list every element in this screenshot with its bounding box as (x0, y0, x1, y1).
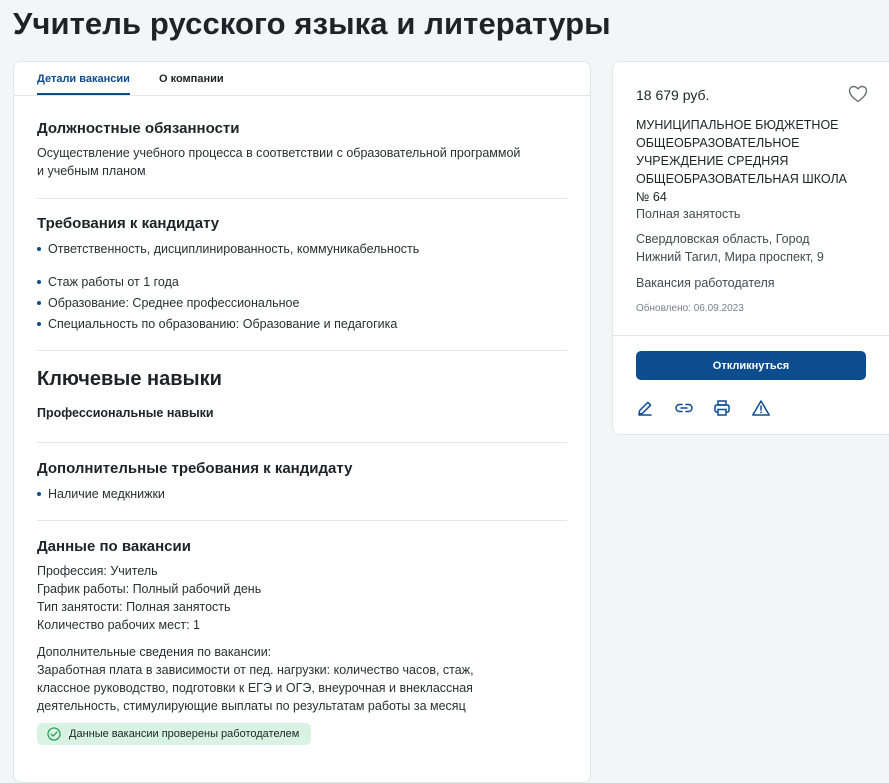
link-icon[interactable] (674, 399, 694, 422)
print-icon[interactable] (713, 399, 731, 422)
employment-type: Полная занятость (636, 207, 741, 221)
divider (613, 335, 889, 336)
employer-name[interactable] (636, 116, 876, 206)
requirements-section (37, 215, 567, 333)
employer-name-line: МУНИЦИПАЛЬНОЕ БЮДЖЕТНОЕ (636, 118, 839, 132)
updated-date: Обновлено: 06.09.2023 (636, 303, 744, 314)
divider (37, 198, 567, 199)
apply-button[interactable]: Откликнуться (636, 351, 866, 380)
extra-requirements-heading: Дополнительные требования к кандидату (37, 460, 353, 477)
favorite-heart-icon[interactable] (848, 85, 868, 108)
list-item: Ответственность, дисциплинированность, коммуникабельность (37, 240, 567, 258)
divider (37, 442, 567, 443)
extra-requirements-list (37, 485, 567, 503)
list-item: Стаж работы от 1 года (37, 273, 567, 291)
tab-company[interactable]: О компании (159, 73, 224, 85)
employer-name-line: № 64 (636, 190, 667, 204)
employment-type-field: Тип занятости: Полная занятость (37, 600, 231, 614)
duties-heading: Должностные обязанности (37, 120, 240, 137)
edit-icon[interactable] (636, 399, 654, 422)
vacancy-data-heading: Данные по вакансии (37, 538, 191, 555)
employer-name-line: ОБЩЕОБРАЗОВАТЕЛЬНАЯ ШКОЛА (636, 172, 847, 186)
skills-section (37, 368, 567, 420)
additional-info-line-1: Заработная плата в зависимости от пед. нагрузки: количество часов, стаж, (37, 663, 474, 677)
duties-text-line-2: и учебным планом (37, 164, 146, 178)
requirements-list (37, 240, 567, 333)
skills-subheading: Профессиональные навыки (37, 406, 214, 420)
additional-info (37, 643, 567, 715)
verified-badge (37, 723, 311, 745)
vacancy-data-section (37, 538, 567, 746)
employer-name-line: УЧРЕЖДЕНИЕ СРЕДНЯЯ (636, 154, 789, 168)
address (636, 230, 824, 266)
divider (37, 350, 567, 351)
divider (37, 520, 567, 521)
verified-badge-label: Данные вакансии проверены работодателем (69, 728, 300, 740)
duties-text (37, 144, 567, 180)
vacancy-details-card (13, 61, 591, 783)
check-circle-icon (47, 727, 61, 741)
warning-icon[interactable] (751, 399, 771, 422)
positions-field: Количество рабочих мест: 1 (37, 618, 200, 632)
vacancy-data-fields (37, 562, 567, 634)
additional-info-line-3: деятельность, стимулирующие выплаты по результатам работы за месяц (37, 699, 466, 713)
list-item: Образование: Среднее профессиональное (37, 294, 567, 312)
address-line-1: Свердловская область, Город (636, 232, 810, 246)
tab-vacancy-details[interactable]: Детали вакансии (37, 73, 130, 95)
address-line-2: Нижний Тагил, Мира проспект, 9 (636, 250, 824, 264)
duties-section (37, 120, 567, 180)
list-item: Специальность по образованию: Образование и педагогика (37, 315, 567, 333)
page-title: Учитель русского языка и литературы (13, 6, 611, 41)
verified-badge-wrap (37, 723, 567, 746)
skills-heading: Ключевые навыки (37, 368, 222, 390)
extra-requirements-section (37, 460, 567, 503)
vacancy-summary-card (612, 61, 889, 435)
requirements-heading: Требования к кандидату (37, 215, 220, 232)
vacancy-type: Вакансия работодателя (636, 276, 775, 290)
additional-info-title: Дополнительные сведения по вакансии: (37, 645, 272, 659)
schedule-field: График работы: Полный рабочий день (37, 582, 262, 596)
tabs (14, 62, 590, 96)
salary: 18 679 руб. (636, 87, 710, 103)
duties-text-line-1: Осуществление учебного процесса в соответствии с образовательной программой (37, 146, 521, 160)
list-item: Наличие медкнижки (37, 485, 567, 503)
employer-name-line: ОБЩЕОБРАЗОВАТЕЛЬНОЕ (636, 136, 800, 150)
profession-field: Профессия: Учитель (37, 564, 158, 578)
additional-info-line-2: классное руководство, подготовки к ЕГЭ и ОГЭ, внеурочная и внеклассная (37, 681, 473, 695)
